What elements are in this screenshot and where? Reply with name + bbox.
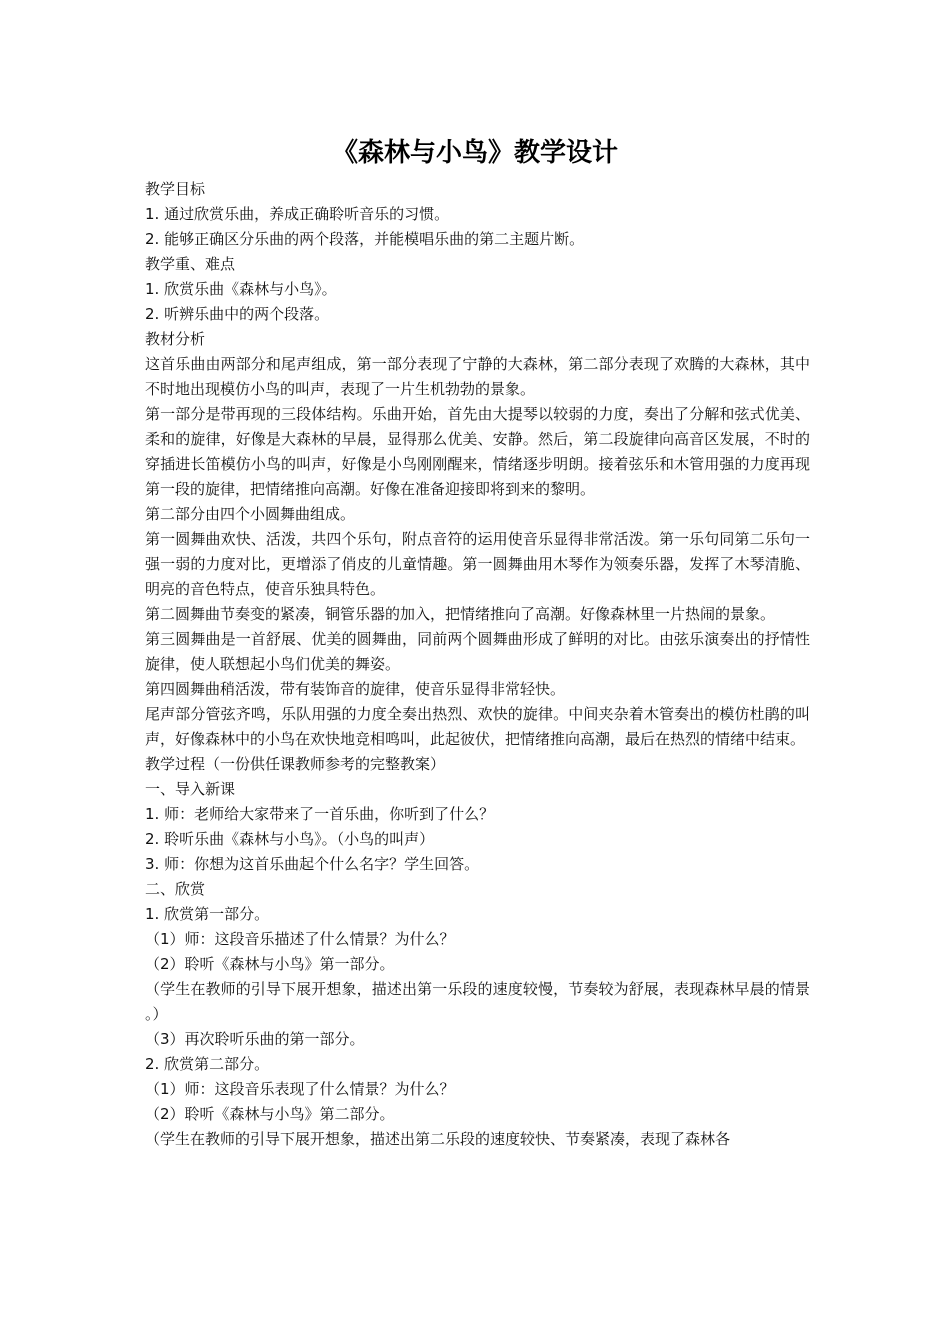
heading-teaching-process: 教学过程（一份供任课教师参考的完整教案） bbox=[145, 755, 446, 773]
analysis-paragraph: 第一圆舞曲欢快、活泼，共四个乐句，附点音符的运用使音乐显得非常活泼。第一乐句同第二乐句一强一弱的力度对比，更增添了俏皮的儿童情趣。第一圆舞曲用木琴作为领奏乐器，发挥了木琴清脆、明亮的音色特点，使音乐独具特色。 bbox=[145, 530, 810, 598]
analysis-paragraph: 这首乐曲由两部分和尾声组成，第一部分表现了宁静的大森林，第二部分表现了欢腾的大森林，其中不时地出现模仿小鸟的叫声，表现了一片生机勃勃的景象。 bbox=[145, 355, 810, 398]
process-step: 1. 师：老师给大家带来了一首乐曲，你听到了什么？ bbox=[145, 805, 495, 823]
heading-material-analysis: 教材分析 bbox=[145, 330, 206, 348]
process-step: 2. 欣赏第二部分。 bbox=[145, 1055, 270, 1073]
process-substep: （2）聆听《森林与小鸟》第一部分。 bbox=[145, 955, 395, 973]
key-point-item: 1. 欣赏乐曲《森林与小鸟》。 bbox=[145, 280, 337, 298]
process-step: 1. 欣赏第一部分。 bbox=[145, 905, 270, 923]
process-substep: （3）再次聆听乐曲的第一部分。 bbox=[145, 1030, 365, 1048]
goal-item: 1. 通过欣赏乐曲，养成正确聆听音乐的习惯。 bbox=[145, 205, 450, 223]
process-step: 2. 聆听乐曲《森林与小鸟》。（小鸟的叫声） bbox=[145, 830, 435, 848]
document-body bbox=[145, 177, 810, 1152]
analysis-paragraph: 第二圆舞曲节奏变的紧凑，铜管乐器的加入，把情绪推向了高潮。好像森林里一片热闹的景象。 bbox=[145, 605, 776, 623]
key-point-item: 2. 听辨乐曲中的两个段落。 bbox=[145, 305, 330, 323]
section-heading-appreciation: 二、欣赏 bbox=[145, 880, 206, 898]
analysis-paragraph: 第三圆舞曲是一首舒展、优美的圆舞曲，同前两个圆舞曲形成了鲜明的对比。由弦乐演奏出的抒情性旋律，使人联想起小鸟们优美的舞姿。 bbox=[145, 630, 810, 673]
process-note: （学生在教师的引导下展开想象，描述出第一乐段的速度较慢，节奏较为舒展，表现森林早晨的情景。） bbox=[145, 980, 810, 1023]
heading-key-points: 教学重、难点 bbox=[145, 255, 236, 273]
heading-teaching-goals: 教学目标 bbox=[145, 180, 206, 198]
process-substep: （1）师：这段音乐表现了什么情景？为什么？ bbox=[145, 1080, 455, 1098]
analysis-paragraph: 第一部分是带再现的三段体结构。乐曲开始，首先由大提琴以较弱的力度，奏出了分解和弦式优美、柔和的旋律，好像是大森林的早晨，显得那么优美、安静。然后，第二段旋律向高音区发展，不时的穿插进长笛模仿小鸟的叫声，好像是小鸟刚刚醒来，情绪逐步明朗。接着弦乐和木管用强的力度再现第一段的旋律，把情绪推向高潮。好像在准备迎接即将到来的黎明。 bbox=[145, 405, 810, 498]
analysis-paragraph: 第二部分由四个小圆舞曲组成。 bbox=[145, 505, 356, 523]
process-note: （学生在教师的引导下展开想象，描述出第二乐段的速度较快、节奏紧凑，表现了森林各 bbox=[145, 1130, 731, 1148]
goal-item: 2. 能够正确区分乐曲的两个段落，并能模唱乐曲的第二主题片断。 bbox=[145, 230, 585, 248]
analysis-paragraph: 尾声部分管弦齐鸣，乐队用强的力度全奏出热烈、欢快的旋律。中间夹杂着木管奏出的模仿杜鹃的叫声，好像森林中的小鸟在欢快地竞相鸣叫，此起彼伏，把情绪推向高潮，最后在热烈的情绪中结束。 bbox=[145, 705, 810, 748]
analysis-paragraph: 第四圆舞曲稍活泼，带有装饰音的旋律，使音乐显得非常轻快。 bbox=[145, 680, 566, 698]
section-heading-intro: 一、导入新课 bbox=[145, 780, 236, 798]
document-title: 《森林与小鸟》教学设计 bbox=[331, 138, 618, 168]
process-substep: （2）聆听《森林与小鸟》第二部分。 bbox=[145, 1105, 395, 1123]
process-substep: （1）师：这段音乐描述了什么情景？为什么？ bbox=[145, 930, 455, 948]
process-step: 3. 师：你想为这首乐曲起个什么名字？学生回答。 bbox=[145, 855, 480, 873]
